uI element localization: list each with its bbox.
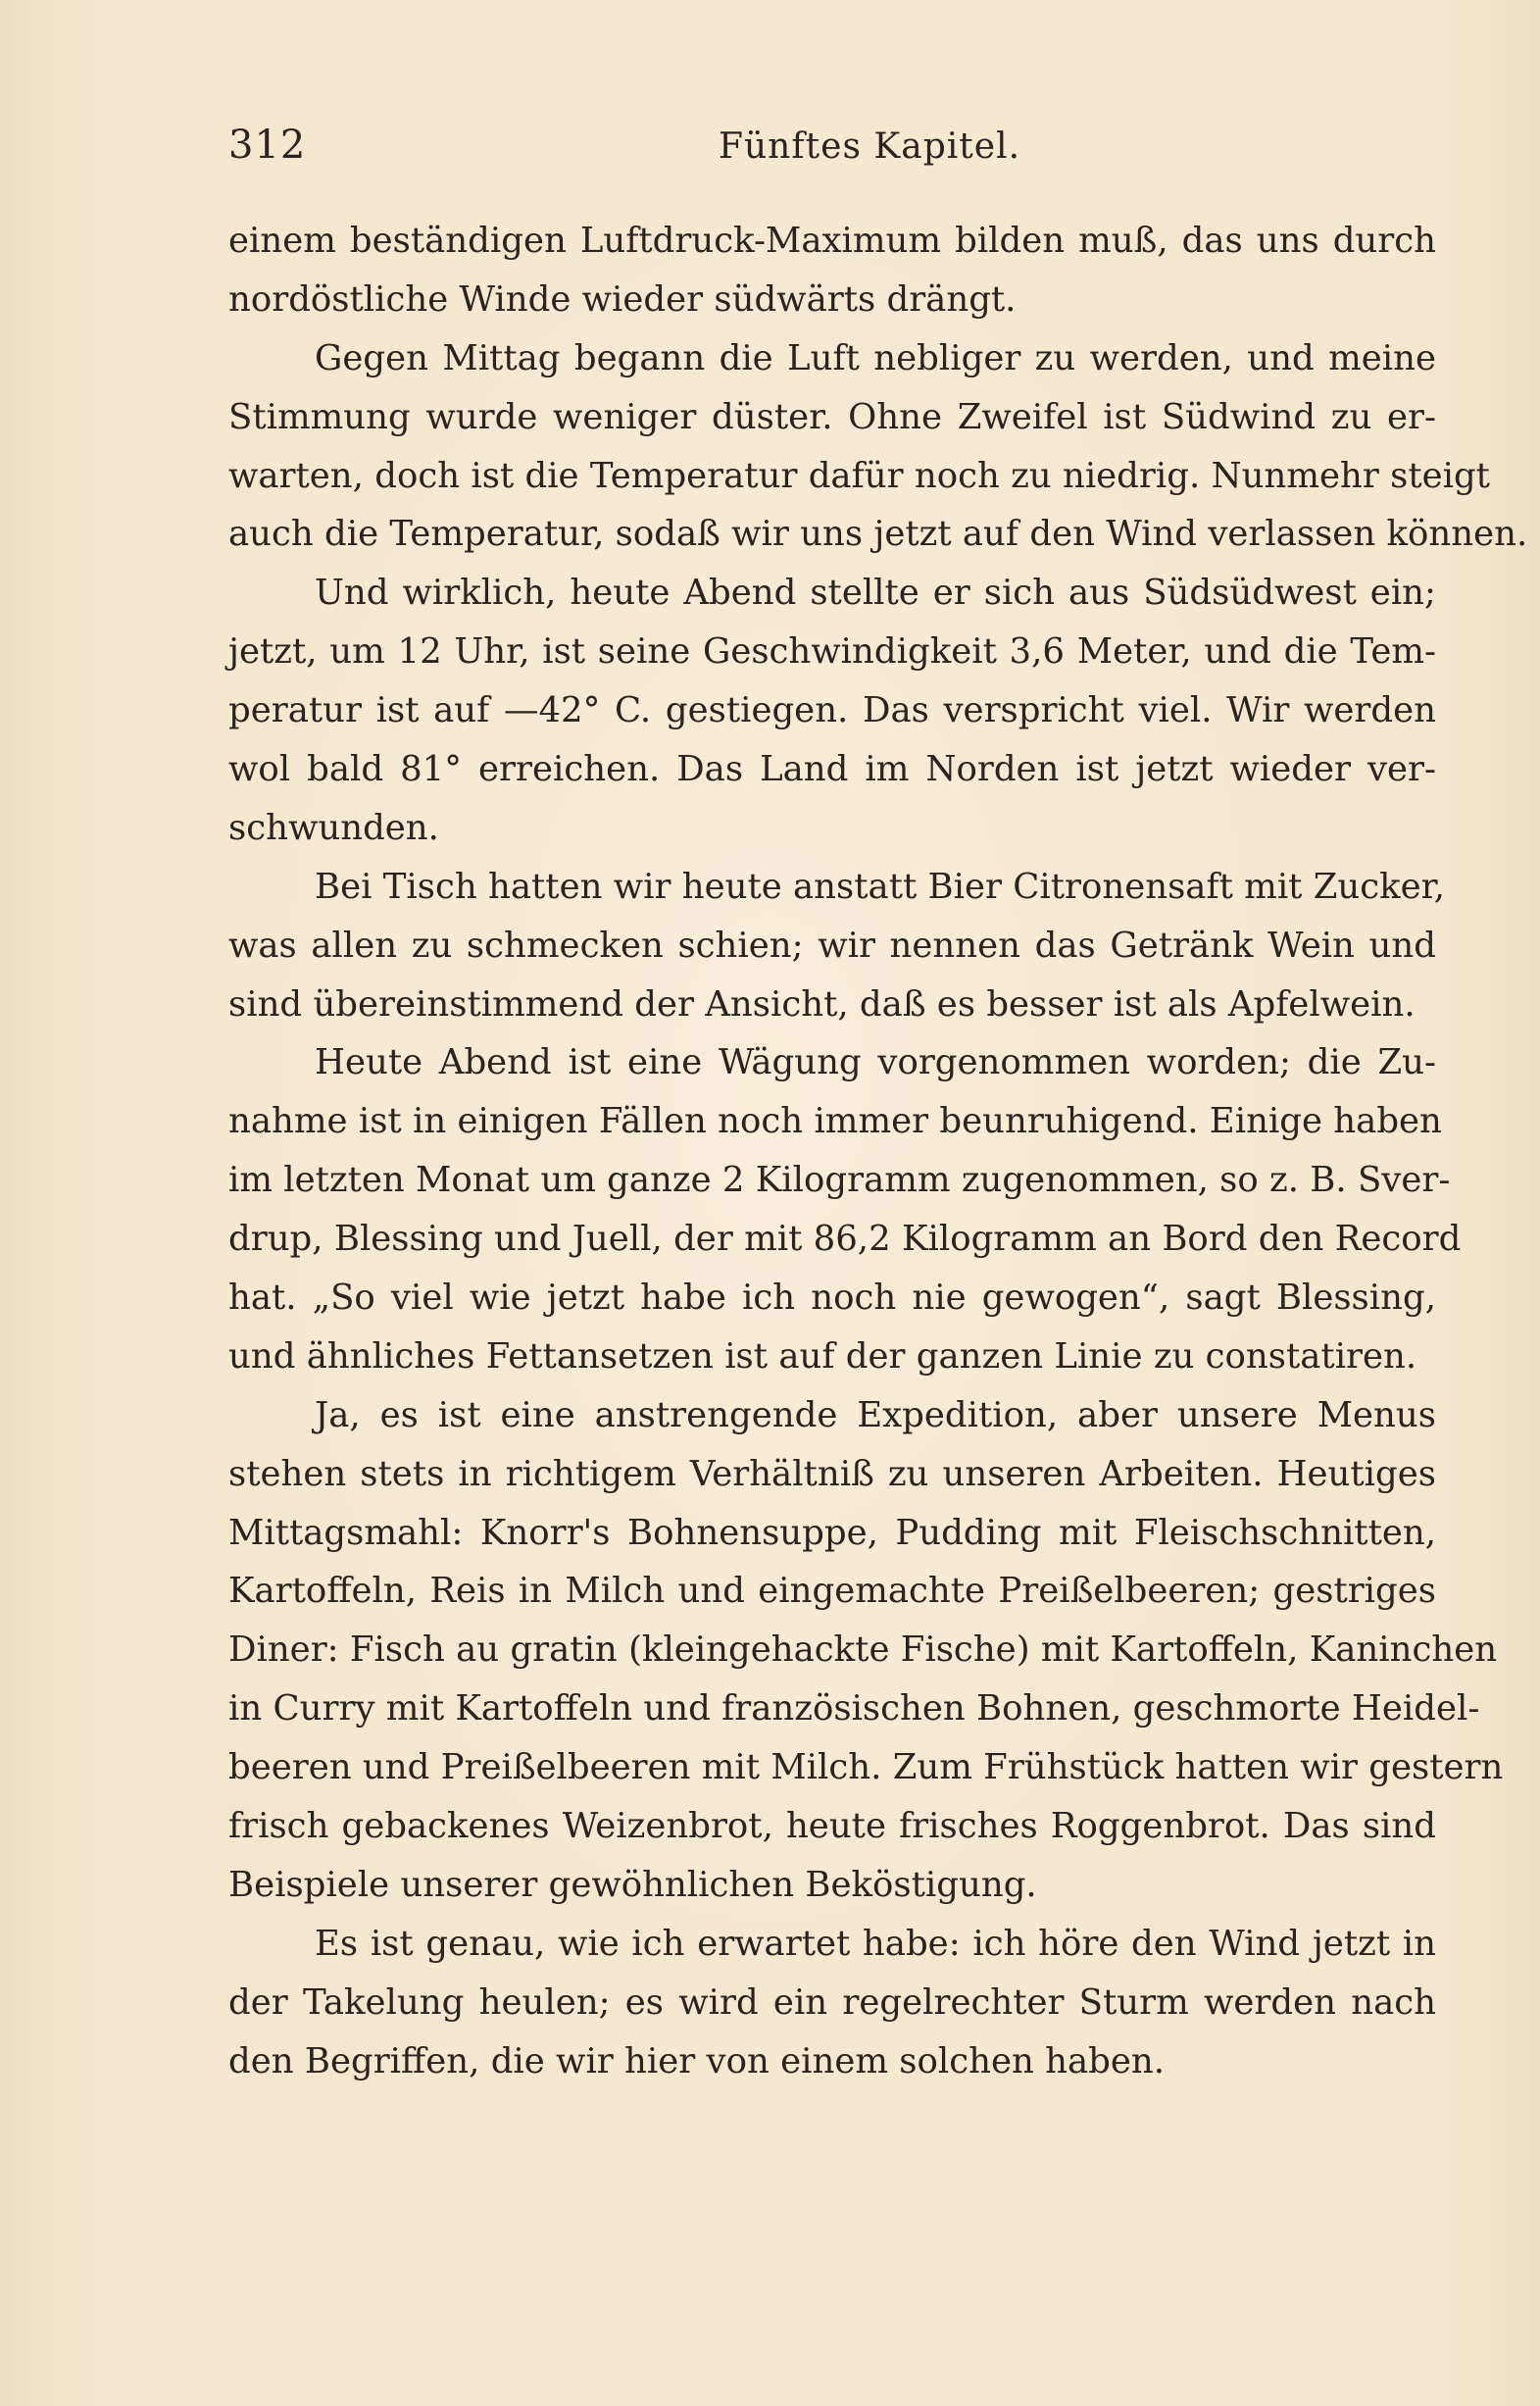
text-line: in Curry mit Kartoffeln und französischen Bohnen, geschmorte Heidel- bbox=[228, 1688, 1480, 1729]
text-line: schwunden. bbox=[228, 807, 439, 848]
text-line: den Begriffen, die wir hier von einem solchen haben. bbox=[228, 2040, 1166, 2081]
text-line: und ähnliches Fettansetzen ist auf der ganzen Linie zu constatiren. bbox=[228, 1335, 1417, 1377]
text-line: jetzt, um 12 Uhr, ist seine Geschwindigkeit 3,6 Meter, und die Tem- bbox=[228, 631, 1436, 673]
text-line: was allen zu schmecken schien; wir nennen das Getränk Wein und bbox=[228, 925, 1436, 966]
text-line: beeren und Preißelbeeren mit Milch. Zum Frühstück hatten wir gestern bbox=[228, 1747, 1504, 1788]
text-line: Heute Abend ist eine Wägung vorgenommen worden; die Zu- bbox=[315, 1042, 1436, 1083]
text-line: hat. „So viel wie jetzt habe ich noch nie gewogen“, sagt Blessing, bbox=[228, 1278, 1436, 1319]
text-line: nordöstliche Winde wieder südwärts drängt. bbox=[228, 278, 1017, 320]
text-line: Gegen Mittag begann die Luft nebliger zu werden, und meine bbox=[315, 337, 1436, 378]
text-line: der Takelung heulen; es wird ein regelrechter Sturm werden nach bbox=[228, 1981, 1436, 2023]
text-line: Bei Tisch hatten wir heute anstatt Bier Citronensaft mit Zucker, bbox=[315, 866, 1446, 907]
text-line: Mittagsmahl: Knorr's Bohnensuppe, Pudding mit Fleischschnitten, bbox=[228, 1512, 1436, 1553]
text-line: drup, Blessing und Juell, der mit 86,2 Kilogramm an Bord den Record bbox=[228, 1219, 1462, 1260]
text-line: peratur ist auf —42° C. gestiegen. Das verspricht viel. Wir werden bbox=[228, 690, 1436, 731]
text-line: Und wirklich, heute Abend stellte er sich aus Südsüdwest ein; bbox=[315, 573, 1436, 614]
text-line: sind übereinstimmend der Ansicht, daß es besser ist als Apfelwein. bbox=[228, 983, 1416, 1025]
text-line: Kartoffeln, Reis in Milch und eingemachte Preißelbeeren; gestriges bbox=[228, 1571, 1436, 1612]
running-head: Fünftes Kapitel. bbox=[719, 126, 1021, 167]
page-header bbox=[228, 123, 1434, 181]
text-line: frisch gebackenes Weizenbrot, heute frisches Roggenbrot. Das sind bbox=[228, 1806, 1436, 1847]
text-line: Stimmung wurde weniger düster. Ohne Zweifel ist Südwind zu er- bbox=[228, 396, 1436, 437]
text-line: Diner: Fisch au gratin (kleingehackte Fische) mit Kartoffeln, Kaninchen bbox=[228, 1629, 1498, 1671]
text-line: Ja, es ist eine anstrengende Expedition, aber unsere Menus bbox=[315, 1394, 1436, 1435]
text-line: Beispiele unserer gewöhnlichen Beköstigung. bbox=[228, 1864, 1037, 1905]
text-line: auch die Temperatur, sodaß wir uns jetzt auf den Wind verlassen können. bbox=[228, 514, 1528, 555]
text-line: nahme ist in einigen Fällen noch immer beunruhigend. Einige haben bbox=[228, 1101, 1442, 1142]
text-line: stehen stets in richtigem Verhältniß zu unseren Arbeiten. Heutiges bbox=[228, 1453, 1436, 1494]
text-line: Es ist genau, wie ich erwartet habe: ich höre den Wind jetzt in bbox=[315, 1923, 1436, 1964]
page-number: 312 bbox=[228, 123, 307, 168]
text-line: einem beständigen Luftdruck-Maximum bilden muß, das uns durch bbox=[228, 221, 1436, 261]
text-line: warten, doch ist die Temperatur dafür noch zu niedrig. Nunmehr steigt bbox=[228, 455, 1490, 496]
body-text bbox=[228, 212, 1528, 2091]
text-line: im letzten Monat um ganze 2 Kilogramm zugenommen, so z. B. Sver- bbox=[228, 1160, 1451, 1201]
text-line: wol bald 81° erreichen. Das Land im Norden ist jetzt wieder ver- bbox=[228, 749, 1436, 790]
